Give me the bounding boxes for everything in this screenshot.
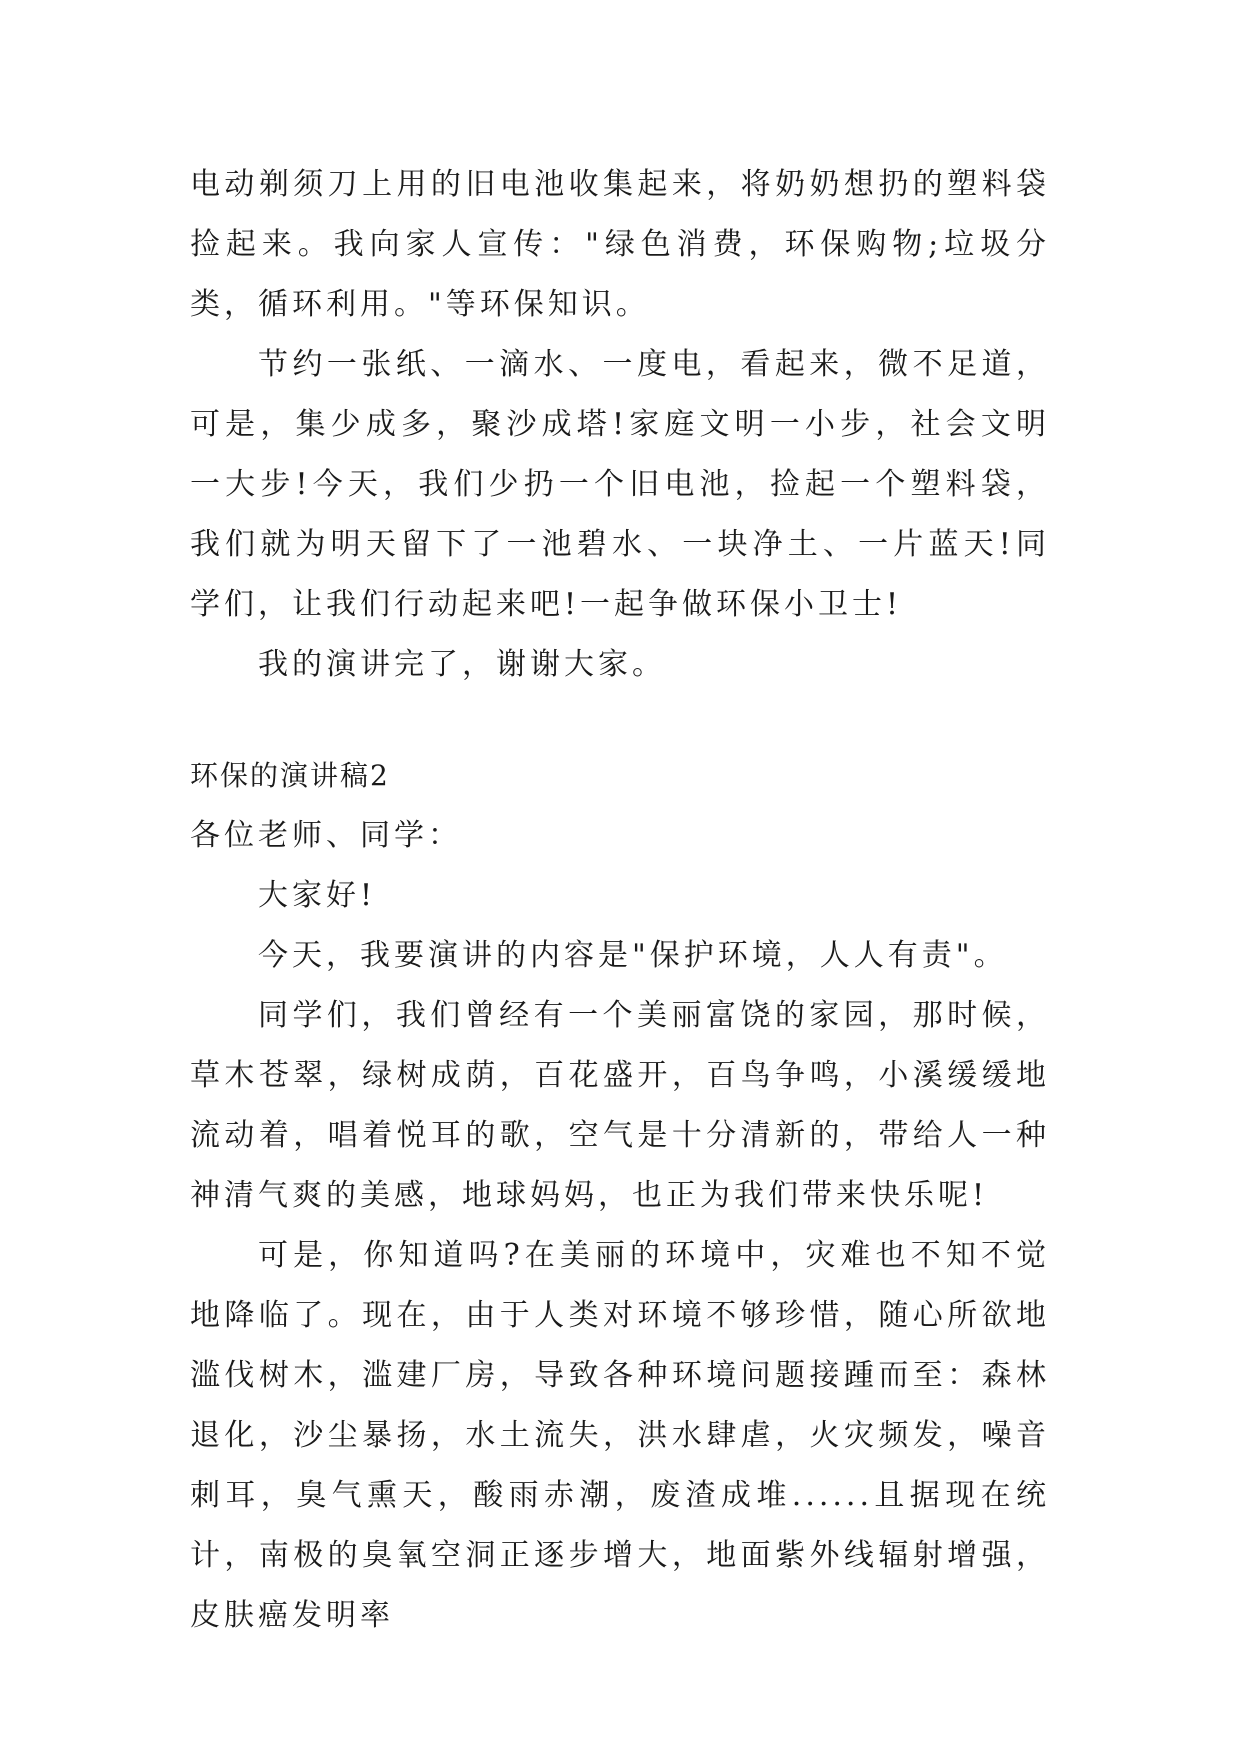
greeting: 各位老师、同学： (190, 818, 462, 853)
paragraph-environment-problems: 可是，你知道吗?在美丽的环境中，灾难也不知不觉地降临了。现在，由于人类对环境不够珍惜，随心所欲地滥伐树木，滥建厂房，导致各种环境问题接踵而至：森林退化，沙尘暴扬，水土流失，洪水肆虐，火灾频发，噪音刺耳，臭气熏天，酸雨赤潮，废渣成堆......且据现在统计，南极的臭氧空洞正逐步增大，地面紫外线辐射增强，皮肤癌发明率 (190, 1238, 1050, 1633)
paragraph-saving-resources: 节约一张纸、一滴水、一度电，看起来，微不足道，可是，集少成多，聚沙成塔!家庭文明一小步，社会文明一大步!今天，我们少扔一个旧电池，捡起一个塑料袋，我们就为明天留下了一池碧水、一块净土、一片蓝天!同学们，让我们行动起来吧!一起争做环保小卫士! (190, 347, 1050, 622)
paragraph-topic: 今天，我要演讲的内容是"保护环境，人人有责"。 (258, 938, 1008, 973)
paragraph-closing: 我的演讲完了，谢谢大家。 (258, 647, 666, 682)
section-2-body (190, 746, 1050, 1646)
paragraph-hello: 大家好! (258, 878, 377, 913)
section-title: 环保的演讲稿2 (190, 759, 390, 792)
paragraph-continuation: 电动剃须刀上用的旧电池收集起来，将奶奶想扔的塑料袋捡起来。我向家人宣传："绿色消费，环保购物;垃圾分类，循环利用。"等环保知识。 (190, 167, 1050, 322)
section-1-body (190, 155, 1050, 695)
paragraph-beautiful-home: 同学们，我们曾经有一个美丽富饶的家园，那时候，草木苍翠，绿树成荫，百花盛开，百鸟争鸣，小溪缓缓地流动着，唱着悦耳的歌，空气是十分清新的，带给人一种神清气爽的美感，地球妈妈，也正为我们带来快乐呢! (190, 998, 1050, 1213)
